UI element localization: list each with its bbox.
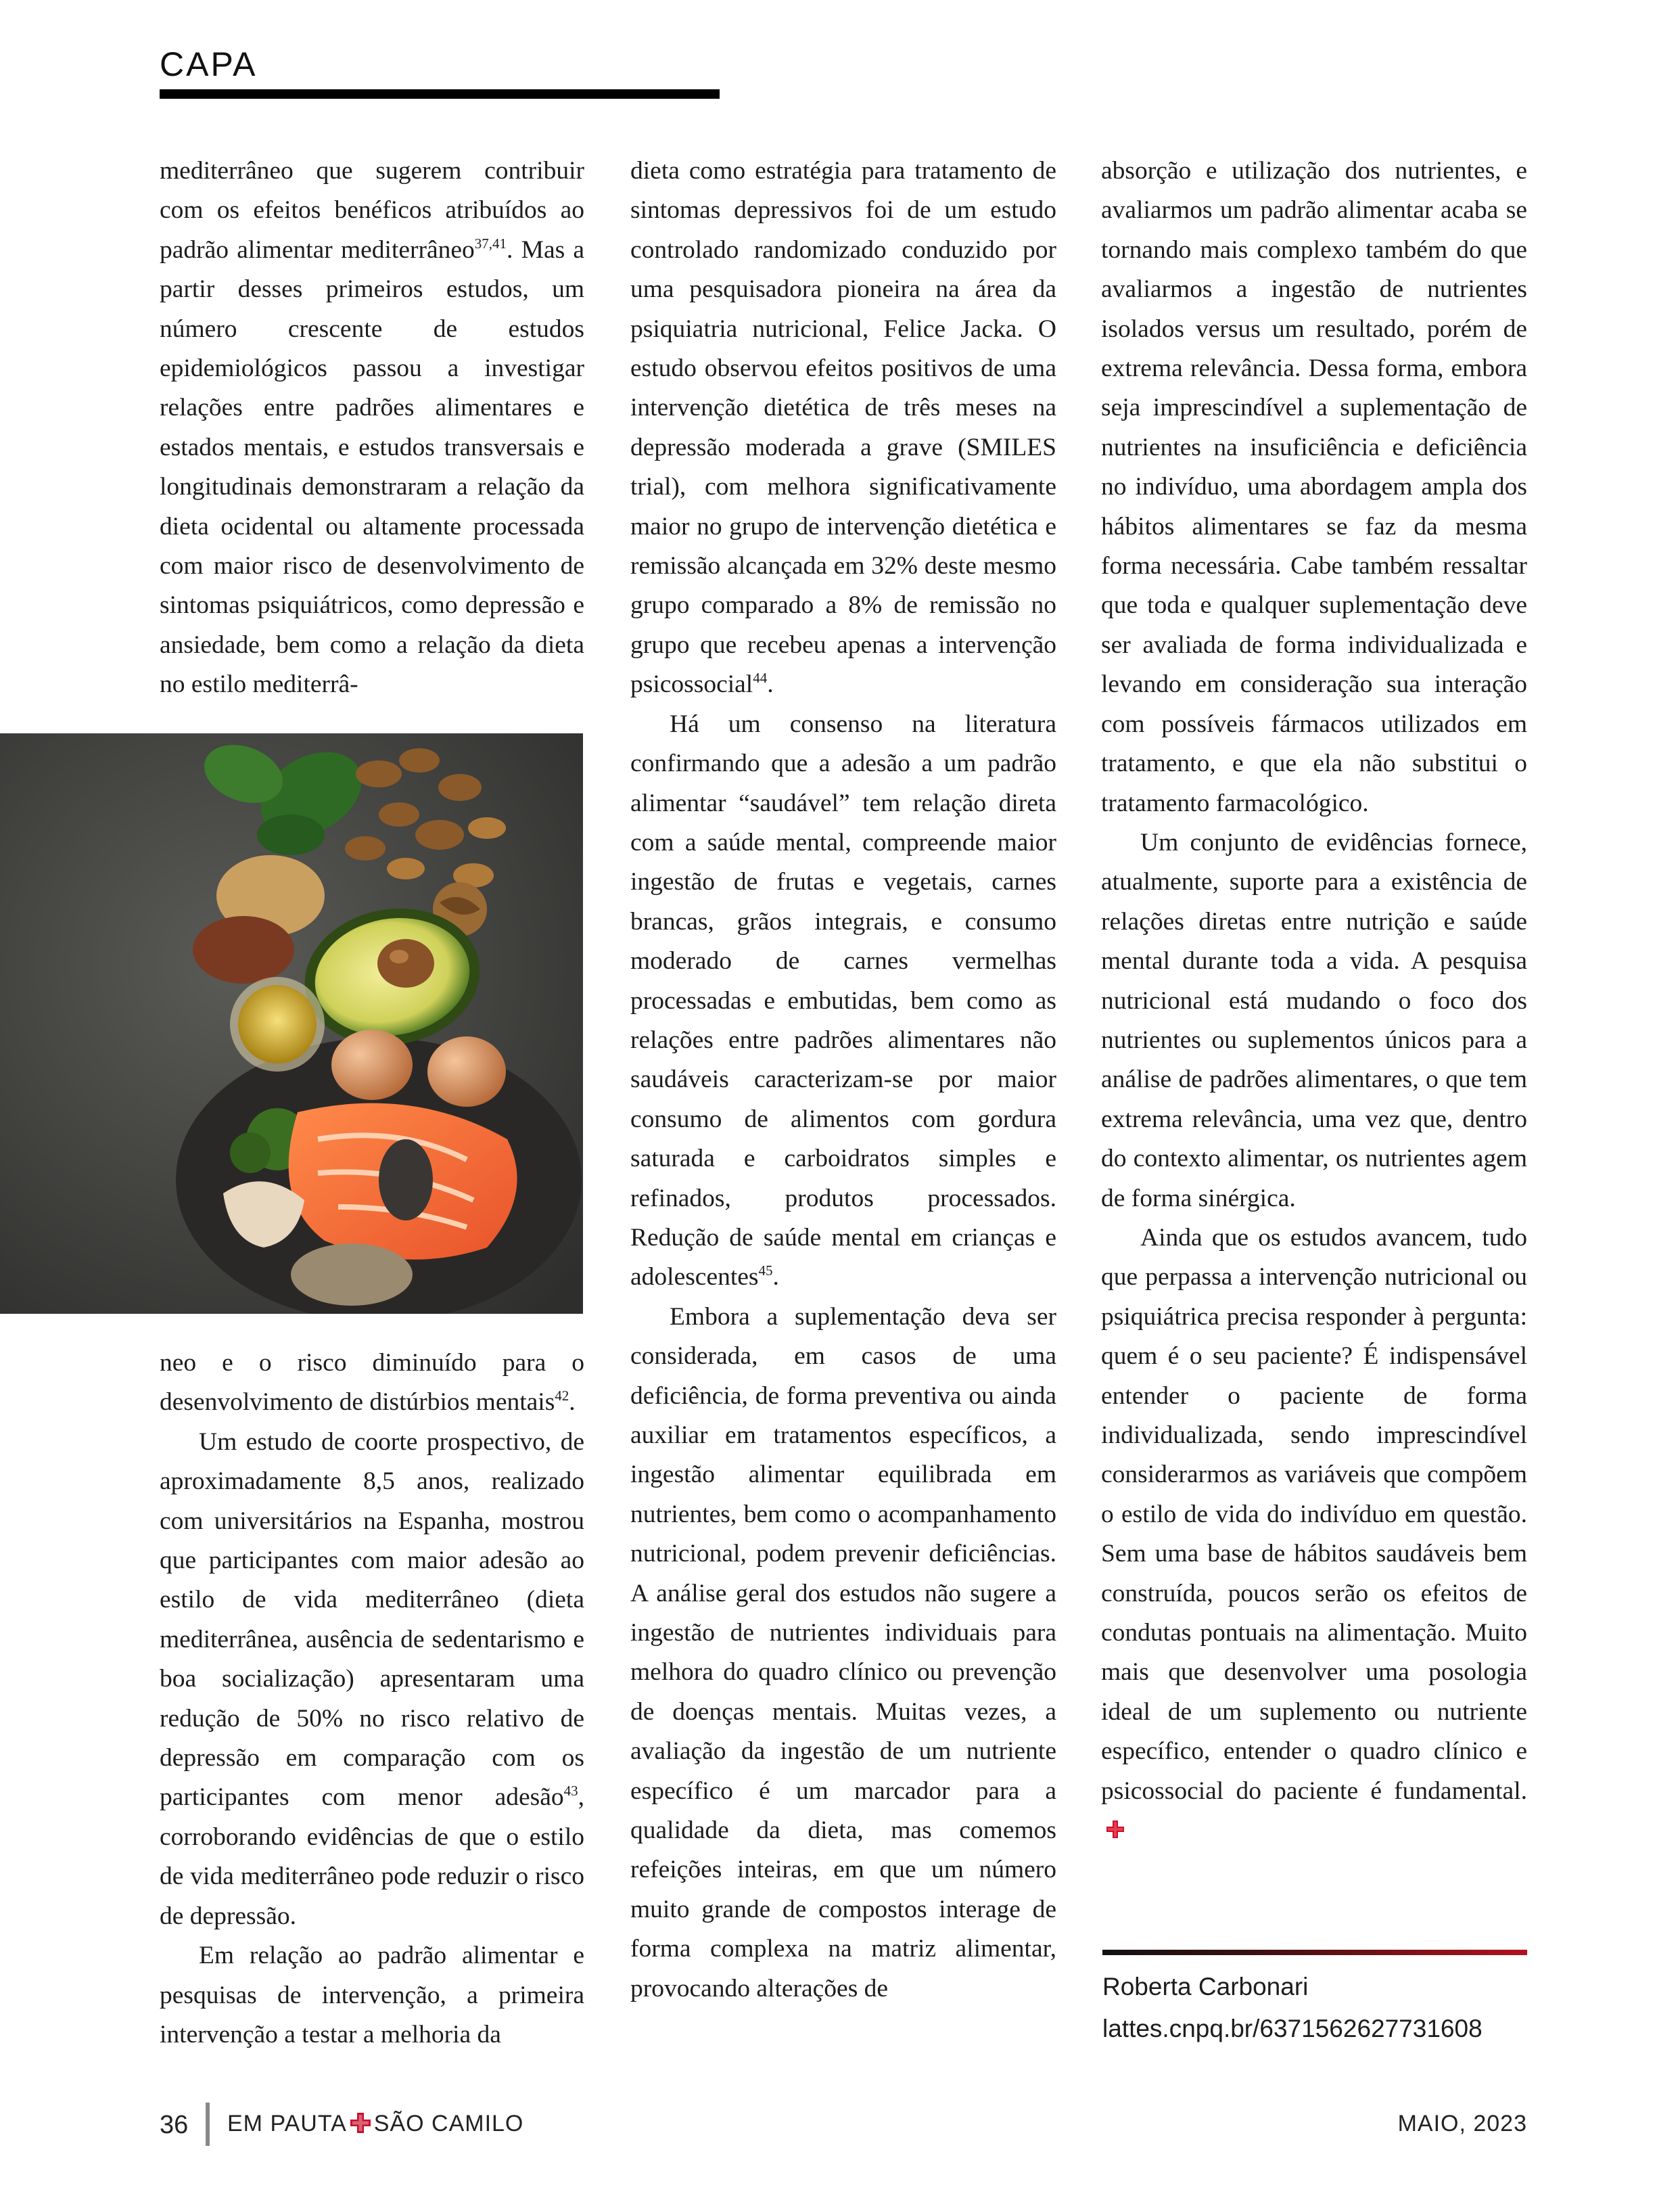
column-1-top <box>160 152 584 705</box>
col1-paragraph-2: Um estudo de coorte prospectivo, de aproximadamente 8,5 anos, realizado com universitários na Espanha, mostrou que participantes com maior adesão ao estilo de vida mediterrâneo (dieta mediterrânea, ausência de sedentarismo e boa socialização) apresentaram uma redução de 50% no risco relativo de depressão em comparação com os participantes com menor adesão$^{43}$, corroborando evidências de que o estilo de vida mediterrâneo pode reduzir o risco de depressão. <box>160 1427 584 1930</box>
publication-name <box>227 2111 523 2137</box>
col2-paragraph-3: Embora a suplementação deva ser considerada, em casos de uma deficiência, de forma preventiva ou ainda auxiliar em tratamentos específicos, a ingestão alimentar equilibrada em nutrientes, bem como o acompanhamento nutricional, podem prevenir deficiências. A análise geral dos estudos não sugere a ingestão de nutrientes individuais para melhora do quadro clínico ou prevenção de doenças mentais. Muitas vezes, a avaliação da ingestão de um nutriente específico é um marcador para a qualidade da dieta, mas comemos refeições inteiras, em que um número muito grande de compostos interage de forma complexa na matriz alimentar, provocando alterações de <box>630 1302 1056 2002</box>
author-link[interactable]: lattes.cnpq.br/6371562627731608 <box>1102 2015 1483 2042</box>
column-3 <box>1101 152 1527 1850</box>
col2-paragraph-2: Há um consenso na literatura confirmando que a adesão a um padrão alimentar “saudável” tem relação direta com a saúde mental, compreende maior ingestão de frutas e vegetais, carnes brancas, grãos integrais, e consumo moderado de carnes vermelhas processadas e embutidas, bem como as relações entre padrões alimentares não saudáveis caracterizam-se por maior consumo de alimentos com gordura saturada e carboidratos simples e refinados, produtos processados. Redução de saúde mental em crianças e adolescentes$^{45}$. <box>630 710 1056 1291</box>
section-rule <box>160 89 720 99</box>
food-photo <box>0 733 583 1314</box>
author-divider <box>1102 1950 1527 1955</box>
issue-date: MAIO, 2023 <box>1397 2111 1527 2136</box>
author-name: Roberta Carbonari <box>1102 1973 1309 2000</box>
col3-paragraph-3: Ainda que os estudos avancem, tudo que perpassa a intervenção nutricional ou psiquiátrica precisa responder à pergunta: quem é o seu paciente? É indispensável entender o paciente de forma individualizada, sendo imprescindível considerarmos as variáveis que compõem o estilo de vida do indivíduo em questão. Sem uma base de hábitos saudáveis bem construída, poucos serão os efeitos de condutas pontuais na alimentação. Muito mais que desenvolver uma posologia ideal de um suplemento ou nutriente específico, entender o quadro clínico e psicossocial do paciente é fundamental. <box>1101 1218 1527 1851</box>
footer-divider <box>206 2103 210 2146</box>
col3-paragraph-2: Um conjunto de evidências fornece, atualmente, suporte para a existência de relações diretas entre nutrição e saúde mental durante toda a vida. A pesquisa nutricional está mudando o foco dos nutrientes ou suplementos únicos para a análise de padrões alimentares, o que tem extrema relevância, uma vez que, dentro do contexto alimentar, os nutrientes agem de forma sinérgica. <box>1101 828 1527 1212</box>
end-mark-icon <box>1105 1819 1125 1839</box>
cross-logo-icon <box>349 2111 372 2134</box>
publication-name-right: SÃO CAMILO <box>373 2111 524 2136</box>
col3-paragraph-1: absorção e utilização dos nutrientes, e avaliarmos um padrão alimentar acaba se tornando mais complexo também do que avaliarmos a ingestão de nutrientes isolados versus um resultado, porém de extrema relevância. Dessa forma, embora seja imprescindível a suplementação de nutrientes na insuficiência e deficiência no indivíduo, uma abordagem ampla dos hábitos alimentares se faz da mesma forma necessária. Cabe também ressaltar que toda e qualquer suplementação deve ser avaliada de forma individualizada e levando em consideração sua interação com possíveis fármacos utilizados em tratamento, e que ela não substitui o tratamento farmacológico. <box>1101 157 1527 817</box>
column-1-bottom <box>160 1344 584 2055</box>
column-2 <box>630 152 1056 2009</box>
author-info <box>1102 1966 1483 2050</box>
col1-paragraph-1-continued: neo e o risco diminuído para o desenvolvimento de distúrbios mentais$^{42}$. <box>160 1349 584 1417</box>
publication-name-left: EM PAUTA <box>227 2111 347 2136</box>
page-number: 36 <box>160 2111 189 2139</box>
col1-paragraph-1: mediterrâneo que sugerem contribuir com os efeitos benéficos atribuídos ao padrão alimentar mediterrâneo$^{37,41}$. Mas a partir desses primeiros estudos, um número crescente de estudos epidemiológicos passou a investigar relações entre padrões alimentares e estados mentais, e estudos transversais e longitudinais demonstraram a relação da dieta ocidental ou altamente processada com maior risco de desenvolvimento de sintomas psiquiátricos, como depressão e ansiedade, bem como a relação da dieta no estilo mediterrâ- <box>160 157 584 699</box>
col2-paragraph-1: dieta como estratégia para tratamento de sintomas depressivos foi de um estudo controlado randomizado conduzido por uma pesquisadora pioneira na área da psiquiatria nutricional, Felice Jacka. O estudo observou efeitos positivos de uma intervenção dietética de três meses na depressão moderada a grave (SMILES trial), com melhora significativamente maior no grupo de intervenção dietética e remissão alcançada em 32% deste mesmo grupo comparado a 8% de remissão no grupo que recebeu apenas a intervenção psicossocial$^{44}$. <box>630 157 1056 699</box>
section-label: CAPA <box>160 45 258 83</box>
col1-paragraph-3: Em relação ao padrão alimentar e pesquisas de intervenção, a primeira intervenção a testar a melhoria da <box>160 1942 584 2048</box>
